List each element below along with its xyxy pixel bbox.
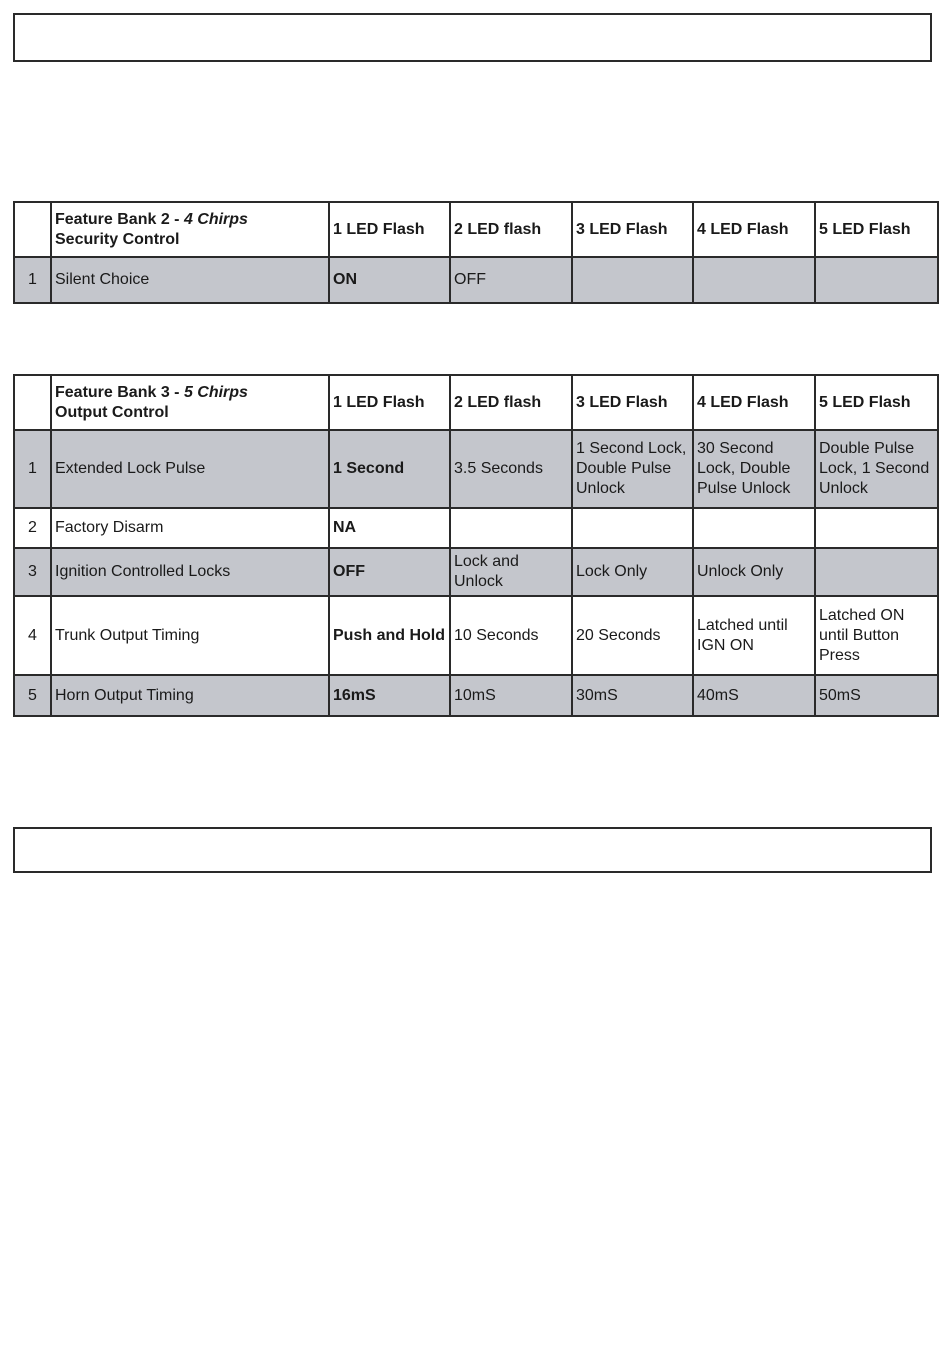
option-cell: NA [329,508,450,548]
row-number: 1 [14,430,51,508]
option-cell: Latched ON until Button Press [815,596,938,675]
option-cell: Lock Only [572,548,693,596]
column-header: 3 LED Flash [572,202,693,257]
option-cell [815,508,938,548]
feature-name: Silent Choice [51,257,329,303]
feature-name: Factory Disarm [51,508,329,548]
option-cell: Push and Hold [329,596,450,675]
option-cell: 1 Second Lock, Double Pulse Unlock [572,430,693,508]
bank-chirps: 4 Chirps [183,210,248,228]
option-cell: 3.5 Seconds [450,430,572,508]
feature-bank-2-table [13,201,939,304]
bank-title: Feature Bank 3 - [55,383,184,401]
option-cell [693,508,815,548]
option-cell [572,257,693,303]
option-cell: 50mS [815,675,938,716]
row-number: 5 [14,675,51,716]
table-row [14,548,938,596]
option-cell: 20 Seconds [572,596,693,675]
row-number: 1 [14,257,51,303]
column-header: 1 LED Flash [329,375,450,430]
option-cell: 1 Second [329,430,450,508]
feature-name: Trunk Output Timing [51,596,329,675]
column-header: 4 LED Flash [693,375,815,430]
column-header: 2 LED flash [450,375,572,430]
feature-name: Extended Lock Pulse [51,430,329,508]
column-header: 1 LED Flash [329,202,450,257]
bottom-header-box [13,827,932,873]
column-header: 4 LED Flash [693,202,815,257]
option-cell: 40mS [693,675,815,716]
option-cell [693,257,815,303]
bank-subtitle: Security Control [55,230,180,248]
option-cell: ON [329,257,450,303]
option-cell [815,548,938,596]
bank-chirps: 5 Chirps [183,383,248,401]
feature-bank-3-table [13,374,939,717]
option-cell: Lock and Unlock [450,548,572,596]
row-number: 3 [14,548,51,596]
option-cell: Unlock Only [693,548,815,596]
feature-name: Horn Output Timing [51,675,329,716]
table-row [14,430,938,508]
column-header: 3 LED Flash [572,375,693,430]
option-cell [450,508,572,548]
option-cell: 30mS [572,675,693,716]
table-row [14,508,938,548]
option-cell: Double Pulse Lock, 1 Second Unlock [815,430,938,508]
option-cell: OFF [329,548,450,596]
table-row [14,596,938,675]
top-header-box [13,13,932,62]
header-title-cell [51,202,329,257]
option-cell [815,257,938,303]
row-number: 2 [14,508,51,548]
table-row [14,257,938,303]
column-header: 5 LED Flash [815,202,938,257]
option-cell: 30 Second Lock, Double Pulse Unlock [693,430,815,508]
table-header-row [14,375,938,430]
header-num-cell [14,202,51,257]
bank-subtitle: Output Control [55,403,169,421]
table-row [14,675,938,716]
header-title-cell [51,375,329,430]
option-cell [572,508,693,548]
option-cell: 10 Seconds [450,596,572,675]
header-num-cell [14,375,51,430]
option-cell: Latched until IGN ON [693,596,815,675]
table-header-row [14,202,938,257]
option-cell: 16mS [329,675,450,716]
bank-title: Feature Bank 2 - [55,210,184,228]
column-header: 5 LED Flash [815,375,938,430]
feature-name: Ignition Controlled Locks [51,548,329,596]
option-cell: 10mS [450,675,572,716]
column-header: 2 LED flash [450,202,572,257]
row-number: 4 [14,596,51,675]
option-cell: OFF [450,257,572,303]
